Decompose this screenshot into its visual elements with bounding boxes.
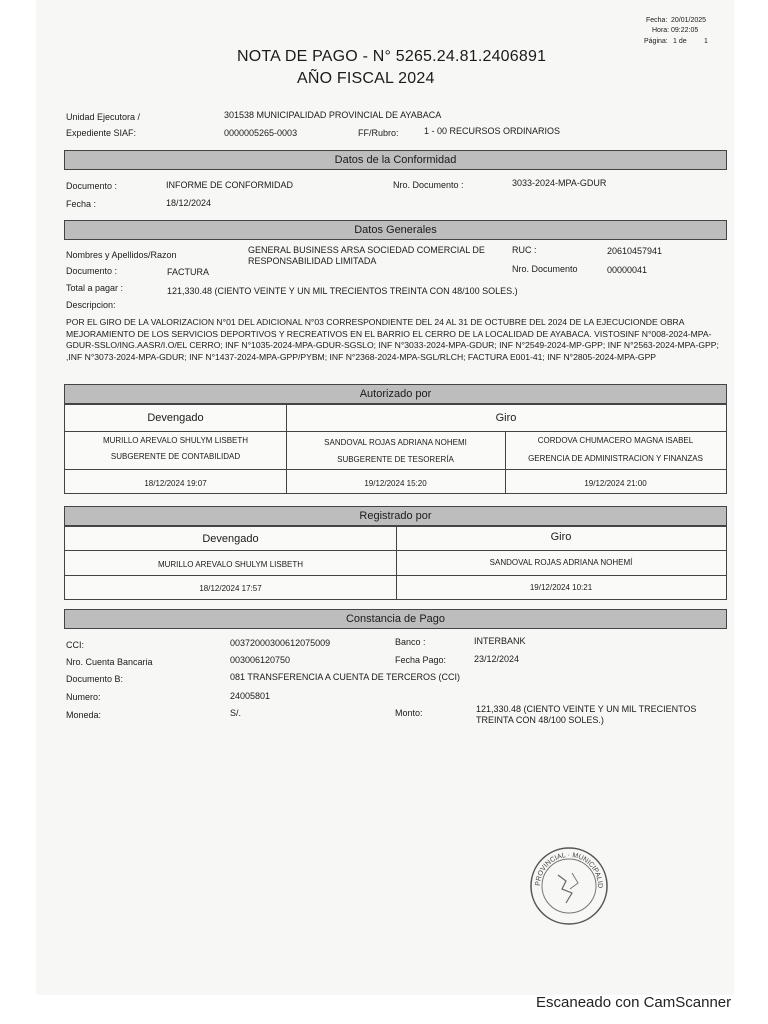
descripcion-text: POR EL GIRO DE LA VALORIZACION N°01 DEL ADICIONAL N°03 CORRESPONDIENTE DEL 24 AL 31 DE OCTUBRE DEL 2024 DE LA EJECUCIONDE OBRA MEJORAMIENTO DE LOS SERVICIOS DEPORTIVOS Y RECREATIVOS EN EL BARRIO EL CERRO DE LA LOCALIDAD DE AYABACA. VISTOSINF N°008-2024-MPA-GDUR-SSLO/ING.AASR/I.O/EL CERRO; INF N°1035-2024-MPA-GDUR-SGSLO; INF N°3033-2024-MPA-GDUR; INF N°2549-2024-MP-GPP; INF N°2563-2024-MPA-GPP; ,INF N°3073-2024-MPA-GDUR; INF N°1437-2024-MPA-GPP/PYBM; INF N°2368-2024-MPA-SGL/RLCH; FACTURA E001-41; INF N°2805-2024-MPA-GPP <box>66 317 719 362</box>
registrado-giro-name: SANDOVAL ROJAS ADRIANA NOHEMÍ <box>489 558 633 567</box>
autorizado-person-role: SUBGERENTE DE TESORERÍA <box>337 455 454 464</box>
expediente-label: Expediente SIAF: <box>66 128 137 138</box>
conformidad-nro: 3033-2024-MPA-GDUR <box>512 178 607 188</box>
autorizado-person-date: 19/12/2024 15:20 <box>364 479 427 488</box>
monto-label: Monto: <box>395 708 423 718</box>
registrado-header: Registrado por <box>64 506 727 526</box>
autorizado-table <box>64 404 727 494</box>
autorizado-person-role: GERENCIA DE ADMINISTRACION Y FINANZAS <box>528 454 703 463</box>
print-date: 20/01/2025 <box>671 17 707 24</box>
total-label: Total a pagar : <box>66 283 124 293</box>
moneda-label: Moneda: <box>66 710 102 720</box>
page-number: 1 de <box>673 38 687 45</box>
unidad-value: 301538 MUNICIPALIDAD PROVINCIAL DE AYABACA <box>224 110 442 120</box>
cuenta-value: 003006120750 <box>230 655 291 665</box>
autorizado-person-name: SANDOVAL ROJAS ADRIANA NOHEMI <box>324 438 467 447</box>
autorizado-person-name: CORDOVA CHUMACERO MAGNA ISABEL <box>537 436 694 445</box>
page-title: NOTA DE PAGO - N° 5265.24.81.2406891 <box>237 48 547 65</box>
municipal-seal-stamp <box>528 845 610 932</box>
conformidad-doc-label: Documento : <box>66 181 118 191</box>
fiscal-year: AÑO FISCAL 2024 <box>297 70 435 87</box>
ff-value: 1 - 00 RECURSOS ORDINARIOS <box>424 126 561 136</box>
docb-value: 081 TRANSFERENCIA A CUENTA DE TERCEROS (CCI) <box>230 672 461 682</box>
registrado-giro-date: 19/12/2024 10:21 <box>529 583 593 592</box>
generales-nro: 00000041 <box>607 265 648 275</box>
cci-value: 00372000300612075009 <box>230 638 331 648</box>
generales-header: Datos Generales <box>64 220 727 240</box>
generales-nro-label: Nro. Documento <box>512 264 578 274</box>
camscanner-watermark: Escaneado con CamScanner <box>536 994 732 1011</box>
expediente-value: 0000005265-0003 <box>224 128 298 138</box>
conformidad-fecha: 18/12/2024 <box>166 198 212 208</box>
cci-label: CCI: <box>66 640 84 650</box>
monto-line1: 121,330.48 (CIENTO VEINTE Y UN MIL TRECIENTOS <box>476 704 697 714</box>
autorizado-devengado-header: Devengado <box>147 412 204 424</box>
registrado-devengado-date: 18/12/2024 17:57 <box>199 584 262 593</box>
docb-label: Documento B: <box>66 674 124 684</box>
numero-value: 24005801 <box>230 691 271 701</box>
constancia-header: Constancia de Pago <box>64 609 727 629</box>
fechapago-value: 23/12/2024 <box>474 654 520 664</box>
total-value: 121,330.48 (CIENTO VEINTE Y UN MIL TRECIENTOS TREINTA CON 48/100 SOLES.) <box>167 286 518 296</box>
banco-label: Banco : <box>395 637 426 647</box>
autorizado-person-date: 18/12/2024 19:07 <box>144 479 207 488</box>
registrado-devengado-name: MURILLO AREVALO SHULYM LISBETH <box>157 560 304 569</box>
banco-value: INTERBANK <box>474 636 526 646</box>
autorizado-header: Autorizado por <box>64 384 727 404</box>
autorizado-person-role: SUBGERENTE DE CONTABILIDAD <box>110 452 241 461</box>
moneda-value: S/. <box>230 708 242 718</box>
registrado-devengado-header: Devengado <box>202 533 259 545</box>
registrado-giro-header: Giro <box>550 531 572 543</box>
monto-line2: TREINTA CON 48/100 SOLES.) <box>476 715 604 725</box>
print-time-label: Hora: <box>652 27 670 34</box>
registrado-table <box>64 526 727 600</box>
conformidad-header: Datos de la Conformidad <box>64 150 727 170</box>
print-time: 09:22:05 <box>671 27 699 34</box>
conformidad-nro-label: Nro. Documento : <box>393 180 464 190</box>
ruc-value: 20610457941 <box>607 246 663 256</box>
descripcion-label: Descripcion: <box>66 300 116 310</box>
conformidad-fecha-label: Fecha : <box>66 199 97 209</box>
svg-text:PROVINCIAL · MUNICIPALIDAD: PROVINCIAL · MUNICIPALID <box>534 851 604 889</box>
page-label: Página: <box>644 38 668 45</box>
page-total: 1 <box>704 38 708 45</box>
ff-label: FF/Rubro: <box>358 128 399 138</box>
nombres-line2: RESPONSABILIDAD LIMITADA <box>248 256 377 266</box>
autorizado-person-name: MURILLO AREVALO SHULYM LISBETH <box>102 436 249 445</box>
generales-doc-label: Documento : <box>66 266 118 276</box>
unidad-label: Unidad Ejecutora / <box>66 112 141 122</box>
nombres-label: Nombres y Apellidos/Razon <box>66 250 177 260</box>
conformidad-doc: INFORME DE CONFORMIDAD <box>166 180 293 190</box>
cuenta-label: Nro. Cuenta Bancaria <box>66 657 153 667</box>
print-date-label: Fecha: <box>646 17 668 24</box>
nombres-line1: GENERAL BUSINESS ARSA SOCIEDAD COMERCIAL DE <box>248 245 485 255</box>
ruc-label: RUC : <box>512 245 537 255</box>
generales-doc: FACTURA <box>167 267 210 277</box>
autorizado-person-date: 19/12/2024 21:00 <box>584 479 647 488</box>
autorizado-giro-header: Giro <box>495 412 517 424</box>
numero-label: Numero: <box>66 692 101 702</box>
fechapago-label: Fecha Pago: <box>395 655 447 665</box>
